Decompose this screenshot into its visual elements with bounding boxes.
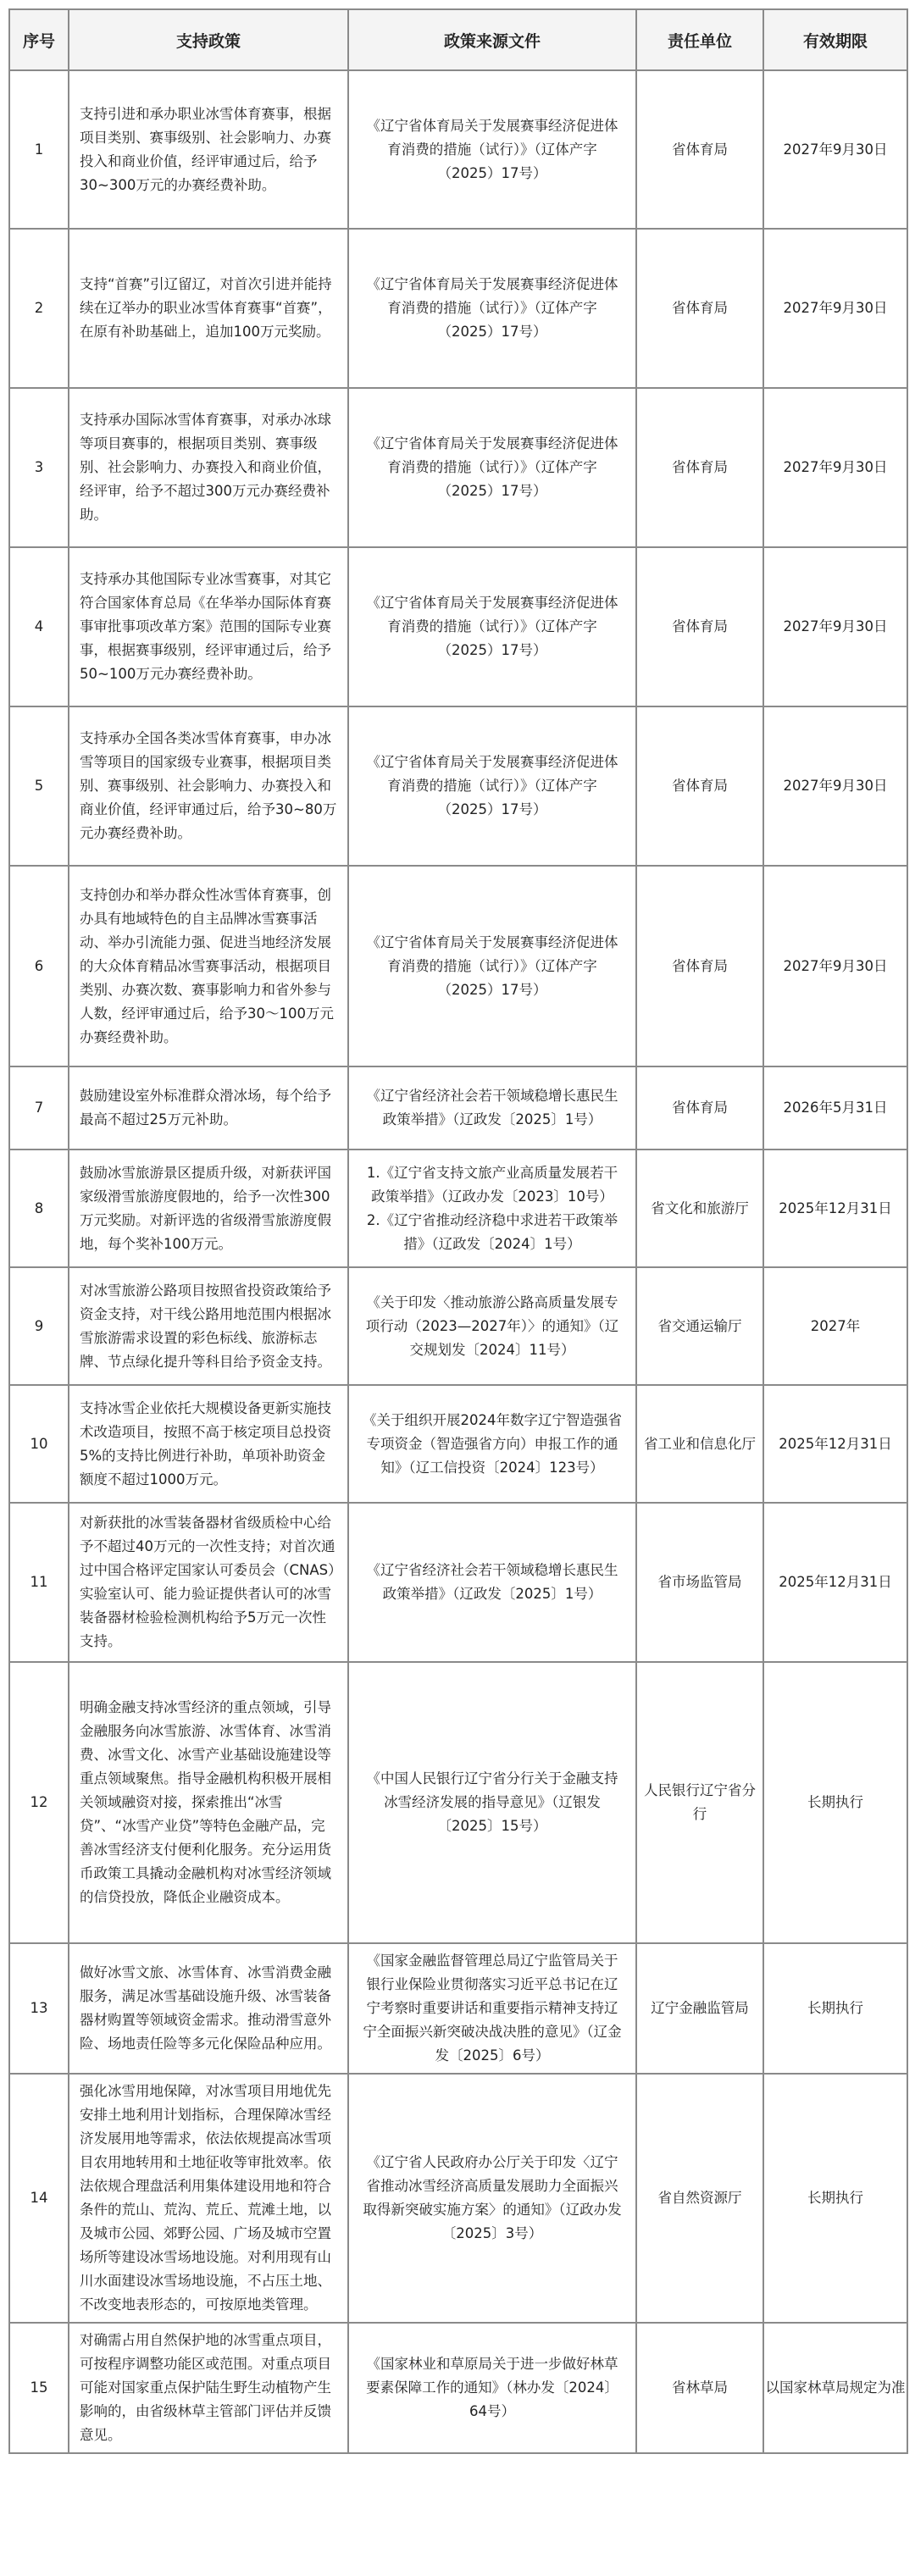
responsible-unit: 省工业和信息化厅	[636, 1385, 763, 1503]
responsible-unit: 省体育局	[636, 1066, 763, 1150]
validity-period: 长期执行	[763, 1662, 907, 1943]
source-document	[348, 1503, 636, 1662]
source-document-line: 《辽宁省体育局关于发展赛事经济促进体育消费的措施（试行）》（辽体产字（2025）17号）	[366, 933, 618, 998]
source-document-line: 《辽宁省体育局关于发展赛事经济促进体育消费的措施（试行）》（辽体产字（2025）17号）	[366, 435, 618, 499]
table-row	[9, 1150, 907, 1267]
row-number: 2	[9, 229, 69, 388]
responsible-unit: 辽宁金融监管局	[636, 1943, 763, 2074]
source-document-line: 《关于印发〈推动旅游公路高质量发展专项行动（2023—2027年）〉的通知》（辽交规划发〔2024〕11号）	[365, 1294, 619, 1358]
table-row	[9, 1943, 907, 2074]
source-document	[348, 2323, 636, 2453]
row-number: 5	[9, 706, 69, 866]
source-document-line: 《辽宁省体育局关于发展赛事经济促进体育消费的措施（试行）》（辽体产字（2025）17号）	[366, 276, 618, 340]
responsible-unit: 省体育局	[636, 547, 763, 706]
responsible-unit: 省林草局	[636, 2323, 763, 2453]
table-row	[9, 706, 907, 866]
table-row	[9, 1066, 907, 1150]
validity-period: 长期执行	[763, 2074, 907, 2323]
responsible-unit: 省体育局	[636, 706, 763, 866]
validity-period: 2027年9月30日	[763, 229, 907, 388]
policy-table-container	[8, 8, 907, 2454]
policy-text: 支持创办和举办群众性冰雪体育赛事，创办具有地域特色的自主品牌冰雪赛事活动、举办引流能力强、促进当地经济发展的大众体育精品冰雪赛事活动，根据项目类别、办赛次数、赛事影响力和省外参与人数，经评审通过后，给予30～100万元办赛经费补助。	[69, 866, 348, 1066]
policy-text: 鼓励冰雪旅游景区提质升级，对新获评国家级滑雪旅游度假地的，给予一次性300万元奖励。对新评选的省级滑雪旅游度假地，每个奖补100万元。	[69, 1150, 348, 1267]
responsible-unit: 省体育局	[636, 229, 763, 388]
table-row	[9, 2323, 907, 2453]
policy-text: 对冰雪旅游公路项目按照省投资政策给予资金支持，对干线公路用地范围内根据冰雪旅游需求设置的彩色标线、旅游标志牌、节点绿化提升等科目给予资金支持。	[69, 1267, 348, 1385]
source-document	[348, 1150, 636, 1267]
source-document	[348, 388, 636, 547]
policy-text: 鼓励建设室外标准群众滑冰场，每个给予最高不超过25万元补助。	[69, 1066, 348, 1150]
table-row	[9, 1662, 907, 1943]
policy-text: 明确金融支持冰雪经济的重点领域，引导金融服务向冰雪旅游、冰雪体育、冰雪消费、冰雪文化、冰雪产业基础设施建设等重点领域聚焦。指导金融机构积极开展相关领域融资对接，探索推出“冰雪贷”、“冰雪产业贷”等特色金融产品，完善冰雪经济支付便利化服务。充分运用货币政策工具撬动金融机构对冰雪经济领域的信贷投放，降低企业融资成本。	[69, 1662, 348, 1943]
source-document	[348, 1943, 636, 2074]
validity-period: 2027年9月30日	[763, 388, 907, 547]
policy-text: 支持承办其他国际专业冰雪赛事，对其它符合国家体育总局《在华举办国际体育赛事审批事项改革方案》范围的国际专业赛事，根据赛事级别，经评审通过后，给予50~100万元办赛经费补助。	[69, 547, 348, 706]
policy-text: 支持冰雪企业依托大规模设备更新实施技术改造项目，按照不高于核定项目总投资5%的支持比例进行补助，单项补助资金额度不超过1000万元。	[69, 1385, 348, 1503]
validity-period: 2027年9月30日	[763, 547, 907, 706]
row-number: 3	[9, 388, 69, 547]
validity-period: 以国家林草局规定为准	[763, 2323, 907, 2453]
source-document-line: 《辽宁省体育局关于发展赛事经济促进体育消费的措施（试行）》（辽体产字（2025）17号）	[366, 595, 618, 658]
source-document	[348, 1066, 636, 1150]
source-document-line: 《辽宁省体育局关于发展赛事经济促进体育消费的措施（试行）》（辽体产字（2025）17号）	[366, 754, 618, 817]
row-number: 14	[9, 2074, 69, 2323]
row-number: 7	[9, 1066, 69, 1150]
header-validity: 有效期限	[763, 9, 907, 70]
responsible-unit: 省自然资源厅	[636, 2074, 763, 2323]
source-document-line: 2.《辽宁省推动经济稳中求进若干政策举措》（辽政发〔2024〕1号）	[366, 1211, 618, 1252]
table-row	[9, 388, 907, 547]
row-number: 6	[9, 866, 69, 1066]
header-unit: 责任单位	[636, 9, 763, 70]
row-number: 13	[9, 1943, 69, 2074]
table-row	[9, 70, 907, 229]
validity-period: 2025年12月31日	[763, 1150, 907, 1267]
validity-period: 长期执行	[763, 1943, 907, 2074]
row-number: 4	[9, 547, 69, 706]
policy-text: 对确需占用自然保护地的冰雪重点项目，可按程序调整功能区或范围。对重点项目可能对国家重点保护陆生野生动植物产生影响的，由省级林草主管部门评估并反馈意见。	[69, 2323, 348, 2453]
table-row	[9, 547, 907, 706]
row-number: 9	[9, 1267, 69, 1385]
validity-period: 2027年	[763, 1267, 907, 1385]
source-document-line: 《国家金融监督管理总局辽宁监管局关于银行业保险业贯彻落实习近平总书记在辽宁考察时重要讲话和重要指示精神支持辽宁全面振兴新突破决战决胜的意见》（辽金发〔2025〕6号）	[363, 1953, 622, 2064]
source-document-line: 《辽宁省体育局关于发展赛事经济促进体育消费的措施（试行）》（辽体产字（2025）17号）	[366, 117, 618, 181]
policy-text: 对新获批的冰雪装备器材省级质检中心给予不超过40万元的一次性支持；对首次通过中国合格评定国家认可委员会（CNAS）实验室认可、能力验证提供者认可的冰雪装备器材检验检测机构给予5万元一次性支持。	[69, 1503, 348, 1662]
table-row	[9, 229, 907, 388]
row-number: 12	[9, 1662, 69, 1943]
source-document-line: 《国家林业和草原局关于进一步做好林草要素保障工作的通知》（林办发〔2024〕64号）	[366, 2356, 618, 2419]
table-row	[9, 1503, 907, 1662]
source-document-line: 《辽宁省经济社会若干领域稳增长惠民生政策举措》（辽政发〔2025〕1号）	[366, 1088, 618, 1127]
responsible-unit: 省体育局	[636, 866, 763, 1066]
source-document	[348, 866, 636, 1066]
source-document-line: 《关于组织开展2024年数字辽宁智造强省专项资金（智造强省方向）申报工作的通知》（辽工信投资〔2024〕123号）	[363, 1411, 622, 1476]
policy-text: 支持承办国际冰雪体育赛事，对承办冰球等项目赛事的，根据项目类别、赛事级别、社会影响力、办赛投入和商业价值，经评审，给予不超过300万元办赛经费补助。	[69, 388, 348, 547]
source-document	[348, 1267, 636, 1385]
source-document	[348, 229, 636, 388]
table-row	[9, 1385, 907, 1503]
source-document-line: 1.《辽宁省支持文旅产业高质量发展若干政策举措》（辽政办发〔2023〕10号）	[366, 1164, 618, 1205]
source-document-line: 《辽宁省经济社会若干领域稳增长惠民生政策举措》（辽政发〔2025〕1号）	[366, 1562, 618, 1602]
source-document	[348, 547, 636, 706]
source-document-line: 《中国人民银行辽宁省分行关于金融支持冰雪经济发展的指导意见》（辽银发〔2025〕15号）	[366, 1770, 618, 1834]
source-document	[348, 2074, 636, 2323]
source-document	[348, 1662, 636, 1943]
table-row	[9, 2074, 907, 2323]
source-document	[348, 706, 636, 866]
validity-period: 2025年12月31日	[763, 1503, 907, 1662]
responsible-unit: 省体育局	[636, 388, 763, 547]
row-number: 10	[9, 1385, 69, 1503]
validity-period: 2027年9月30日	[763, 70, 907, 229]
responsible-unit: 省市场监管局	[636, 1503, 763, 1662]
policy-text: 支持“首赛”引辽留辽，对首次引进并能持续在辽举办的职业冰雪体育赛事“首赛”，在原有补助基础上，追加100万元奖励。	[69, 229, 348, 388]
responsible-unit: 省文化和旅游厅	[636, 1150, 763, 1267]
source-document	[348, 70, 636, 229]
row-number: 8	[9, 1150, 69, 1267]
row-number: 15	[9, 2323, 69, 2453]
source-document	[348, 1385, 636, 1503]
row-number: 11	[9, 1503, 69, 1662]
responsible-unit: 省体育局	[636, 70, 763, 229]
header-no: 序号	[9, 9, 69, 70]
policy-text: 支持引进和承办职业冰雪体育赛事，根据项目类别、赛事级别、社会影响力、办赛投入和商业价值，经评审通过后，给予30~300万元的办赛经费补助。	[69, 70, 348, 229]
table-body	[9, 70, 907, 2453]
row-number: 1	[9, 70, 69, 229]
policy-text: 做好冰雪文旅、冰雪体育、冰雪消费金融服务，满足冰雪基础设施升级、冰雪装备器材购置等领域资金需求。推动滑雪意外险、场地责任险等多元化保险品种应用。	[69, 1943, 348, 2074]
header-source: 政策来源文件	[348, 9, 636, 70]
header-policy: 支持政策	[69, 9, 348, 70]
policy-table	[8, 8, 908, 2454]
table-row	[9, 1267, 907, 1385]
responsible-unit: 省交通运输厅	[636, 1267, 763, 1385]
validity-period: 2025年12月31日	[763, 1385, 907, 1503]
policy-text: 支持承办全国各类冰雪体育赛事，申办冰雪等项目的国家级专业赛事，根据项目类别、赛事级别、社会影响力、办赛投入和商业价值，经评审通过后，给予30~80万元办赛经费补助。	[69, 706, 348, 866]
policy-text: 强化冰雪用地保障，对冰雪项目用地优先安排土地利用计划指标，合理保障冰雪经济发展用地等需求，依法依规提高冰雪项目农用地转用和土地征收等审批效率。依法依规合理盘活利用集体建设用地和符合条件的荒山、荒沟、荒丘、荒滩土地，以及城市公园、郊野公园、广场及城市空置场所等建设冰雪场地设施。对利用现有山川水面建设冰雪场地设施，不占压土地、不改变地表形态的，可按原地类管理。	[69, 2074, 348, 2323]
validity-period: 2027年9月30日	[763, 706, 907, 866]
source-document-line: 《辽宁省人民政府办公厅关于印发〈辽宁省推动冰雪经济高质量发展助力全面振兴取得新突破实施方案〉的通知》（辽政办发〔2025〕3号）	[363, 2154, 622, 2241]
validity-period: 2027年9月30日	[763, 866, 907, 1066]
validity-period: 2026年5月31日	[763, 1066, 907, 1150]
responsible-unit: 人民银行辽宁省分行	[636, 1662, 763, 1943]
table-row	[9, 866, 907, 1066]
table-header-row	[9, 9, 907, 70]
